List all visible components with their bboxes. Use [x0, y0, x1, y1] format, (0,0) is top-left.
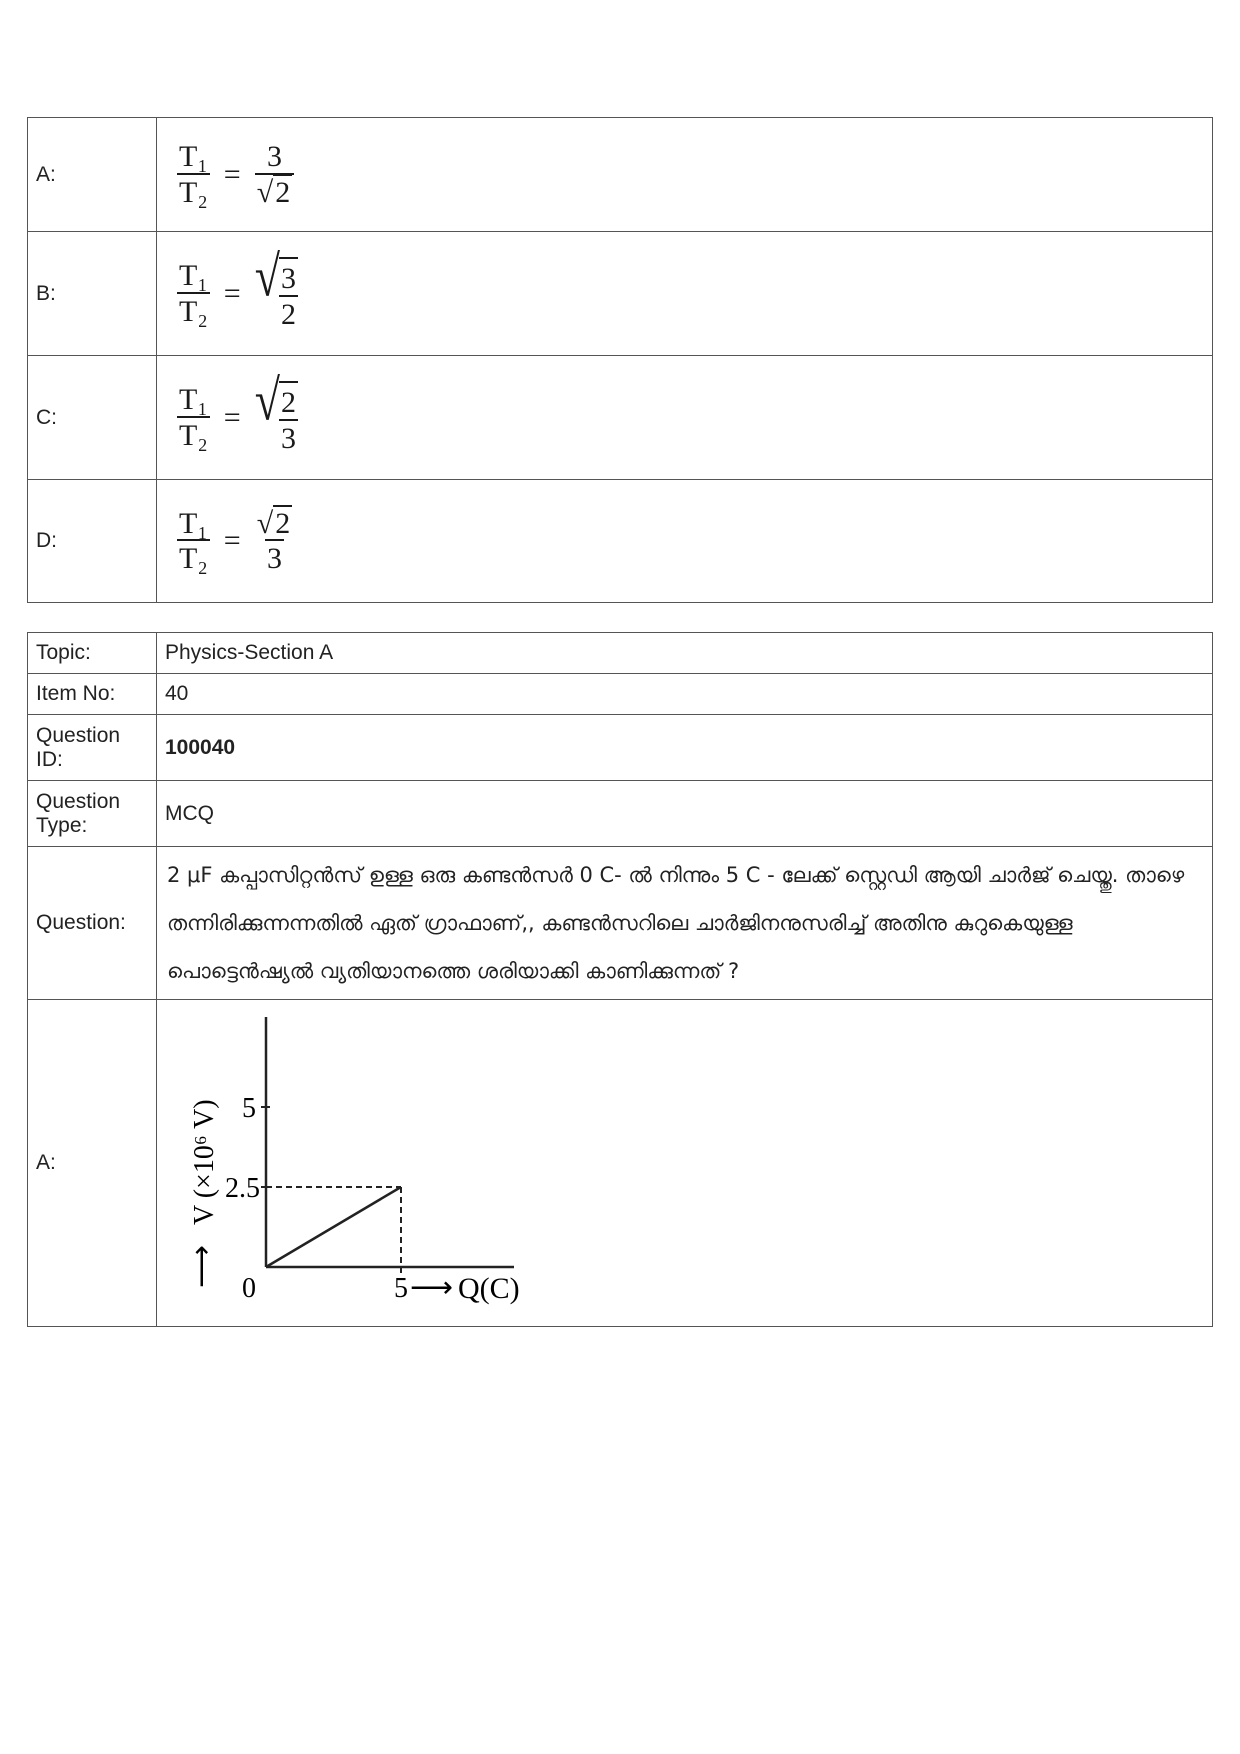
option-label: B:	[28, 232, 157, 356]
square-root	[254, 368, 298, 455]
x-axis-label: Q(C)	[458, 1272, 520, 1305]
lhs-denominator: T₂	[177, 173, 210, 209]
question-table	[27, 632, 1213, 1327]
topic-value: Physics-Section A	[157, 633, 1213, 674]
equals-sign: =	[223, 524, 241, 557]
sqrt-content: 2	[275, 506, 291, 540]
lhs-numerator: T₁	[179, 259, 208, 292]
option-formula-cell	[157, 356, 1213, 480]
question-type-row	[28, 781, 1213, 847]
rhs-fraction	[255, 508, 294, 575]
option-a-label: A:	[28, 1000, 157, 1327]
equals-sign: =	[223, 400, 241, 434]
origin-label: 0	[242, 1273, 256, 1304]
rhs-denominator: 3	[265, 539, 284, 575]
topic-label: Topic:	[28, 633, 157, 674]
lhs-fraction	[177, 508, 210, 575]
radical-sign: √	[254, 368, 280, 432]
lhs-numerator: T₁	[179, 383, 208, 416]
lhs-fraction	[177, 141, 210, 208]
option-a-graph-cell	[157, 1000, 1213, 1327]
radical-sign: √	[254, 244, 280, 308]
previous-options-table	[27, 117, 1213, 603]
lhs-numerator: T₁	[179, 140, 208, 173]
rhs-numerator: √2	[256, 506, 291, 540]
question-id-value: 100040	[157, 715, 1213, 781]
option-row-d	[28, 480, 1213, 603]
square-root	[254, 244, 298, 331]
question-type-label: Question Type:	[28, 781, 157, 847]
x-tick-5-label: 5	[394, 1273, 408, 1304]
rhs-denominator: 3	[279, 419, 298, 455]
question-label: Question:	[28, 847, 157, 1000]
y-axis-label: V (×10⁶ V)	[189, 1099, 220, 1225]
rhs-fraction	[255, 141, 294, 208]
option-formula	[165, 244, 1204, 331]
rhs-numerator: 3	[280, 262, 296, 295]
option-row-c	[28, 356, 1213, 480]
option-formula	[165, 141, 1204, 208]
question-id-label: Question ID:	[28, 715, 157, 781]
data-line	[266, 1187, 401, 1267]
rhs-denominator: 2	[279, 295, 298, 331]
option-formula-cell	[157, 118, 1213, 232]
item-no-label: Item No:	[28, 674, 157, 715]
y-axis-arrow: ⟶	[185, 1244, 218, 1288]
option-formula-cell	[157, 232, 1213, 356]
option-formula-cell	[157, 480, 1213, 603]
rhs-fraction	[279, 263, 298, 330]
equals-sign: =	[223, 157, 241, 191]
question-text: 2 μF കപ്പാസിറ്റൻസ് ഉള്ള ഒരു കണ്ടൻസർ 0 C- ൽ നിന്നും 5 C - ലേക്ക് സ്റ്റെഡി ആയി ചാർജ് ചെയ്തു. താഴെ തന്നിരിക്കുന്നന്നതിൽ ഏത് ഗ്രാഫാണ്,, കണ്ടൻസറിലെ ചാർജിനനുസരിച്ച് അതിനു കുറുകെയുള്ള പൊട്ടെൻഷ്യൽ വ്യതിയാനത്തെ ശരിയാക്കി കാണിക്കുന്നത് ?	[157, 847, 1213, 1000]
lhs-fraction	[177, 384, 210, 451]
rhs-numerator: 3	[266, 140, 282, 173]
rhs-numerator: 2	[280, 386, 296, 419]
lhs-denominator: T₂	[177, 292, 210, 328]
sqrt-content: 2	[275, 175, 291, 209]
item-no-row	[28, 674, 1213, 715]
option-label: A:	[28, 118, 157, 232]
option-a-graph	[157, 1000, 577, 1320]
lhs-denominator: T₂	[177, 416, 210, 452]
option-row-b	[28, 232, 1213, 356]
lhs-numerator: T₁	[179, 506, 208, 540]
option-label: C:	[28, 356, 157, 480]
rhs-denominator: √2	[255, 173, 294, 209]
lhs-fraction	[177, 260, 210, 327]
y-tick-5-label: 5	[242, 1093, 256, 1124]
option-a-row	[28, 1000, 1213, 1327]
equals-sign: =	[223, 276, 241, 310]
x-axis-arrow: ⟶	[410, 1271, 454, 1304]
rhs-fraction	[279, 387, 298, 454]
option-formula	[165, 508, 1204, 575]
question-type-value: MCQ	[157, 781, 1213, 847]
y-tick-2-5-label: 2.5	[225, 1173, 260, 1204]
option-label: D:	[28, 480, 157, 603]
option-row-a	[28, 118, 1213, 232]
lhs-denominator: T₂	[177, 539, 210, 575]
question-id-row	[28, 715, 1213, 781]
item-no-value: 40	[157, 674, 1213, 715]
topic-row	[28, 633, 1213, 674]
question-row	[28, 847, 1213, 1000]
option-formula	[165, 368, 1204, 455]
